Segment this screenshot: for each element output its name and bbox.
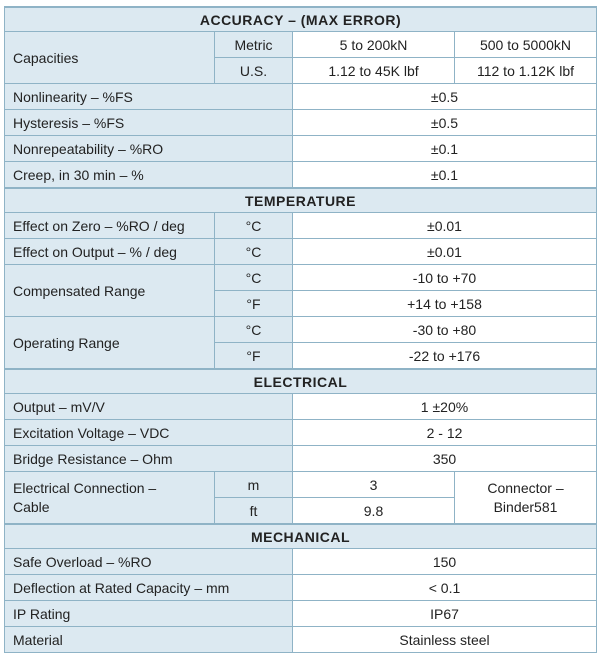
hysteresis-value: ±0.5 xyxy=(293,110,597,136)
table-row xyxy=(5,162,597,189)
compensated-unit-c: °C xyxy=(215,265,293,291)
hysteresis-label: Hysteresis – %FS xyxy=(5,110,293,136)
deflection-value: < 0.1 xyxy=(293,575,597,601)
table-row xyxy=(5,32,597,58)
section-header-electrical: ELECTRICAL xyxy=(5,369,597,394)
section-header-row xyxy=(5,369,597,394)
us-label: U.S. xyxy=(215,58,293,84)
nonrepeatability-value: ±0.1 xyxy=(293,136,597,162)
metric-label: Metric xyxy=(215,32,293,58)
connection-value-m: 3 xyxy=(293,472,455,498)
us-range-1: 1.12 to 45K lbf xyxy=(293,58,455,84)
creep-label: Creep, in 30 min – % xyxy=(5,162,293,189)
bridge-resistance-value: 350 xyxy=(293,446,597,472)
compensated-unit-f: °F xyxy=(215,291,293,317)
table-row xyxy=(5,549,597,575)
bridge-resistance-label: Bridge Resistance – Ohm xyxy=(5,446,293,472)
table-row xyxy=(5,575,597,601)
compensated-range-label: Compensated Range xyxy=(5,265,215,317)
spec-table xyxy=(4,6,597,653)
connection-unit-ft: ft xyxy=(215,498,293,525)
table-row xyxy=(5,213,597,239)
table-row xyxy=(5,265,597,291)
material-value: Stainless steel xyxy=(293,627,597,653)
section-header-row xyxy=(5,7,597,32)
table-row xyxy=(5,84,597,110)
connection-value-ft: 9.8 xyxy=(293,498,455,525)
ip-rating-value: IP67 xyxy=(293,601,597,627)
metric-range-1: 5 to 200kN xyxy=(293,32,455,58)
safe-overload-label: Safe Overload – %RO xyxy=(5,549,293,575)
table-row xyxy=(5,627,597,653)
table-row xyxy=(5,420,597,446)
effect-zero-label: Effect on Zero – %RO / deg xyxy=(5,213,215,239)
output-label: Output – mV/V xyxy=(5,394,293,420)
section-header-row xyxy=(5,188,597,213)
safe-overload-value: 150 xyxy=(293,549,597,575)
operating-value-c: -30 to +80 xyxy=(293,317,597,343)
capacities-label: Capacities xyxy=(5,32,215,84)
table-row xyxy=(5,317,597,343)
compensated-value-c: -10 to +70 xyxy=(293,265,597,291)
deflection-label: Deflection at Rated Capacity – mm xyxy=(5,575,293,601)
operating-unit-f: °F xyxy=(215,343,293,370)
ip-rating-label: IP Rating xyxy=(5,601,293,627)
table-row xyxy=(5,110,597,136)
compensated-value-f: +14 to +158 xyxy=(293,291,597,317)
creep-value: ±0.1 xyxy=(293,162,597,189)
operating-range-label: Operating Range xyxy=(5,317,215,370)
section-header-accuracy: ACCURACY – (MAX ERROR) xyxy=(5,7,597,32)
effect-output-unit: °C xyxy=(215,239,293,265)
effect-output-value: ±0.01 xyxy=(293,239,597,265)
excitation-value: 2 - 12 xyxy=(293,420,597,446)
table-row xyxy=(5,394,597,420)
effect-zero-value: ±0.01 xyxy=(293,213,597,239)
section-header-mechanical: MECHANICAL xyxy=(5,524,597,549)
connector-value: Connector – Binder581 xyxy=(455,472,597,525)
output-value: 1 ±20% xyxy=(293,394,597,420)
section-header-temperature: TEMPERATURE xyxy=(5,188,597,213)
operating-value-f: -22 to +176 xyxy=(293,343,597,370)
table-row xyxy=(5,601,597,627)
connection-unit-m: m xyxy=(215,472,293,498)
excitation-label: Excitation Voltage – VDC xyxy=(5,420,293,446)
table-row xyxy=(5,446,597,472)
operating-unit-c: °C xyxy=(215,317,293,343)
table-row xyxy=(5,239,597,265)
nonlinearity-value: ±0.5 xyxy=(293,84,597,110)
nonrepeatability-label: Nonrepeatability – %RO xyxy=(5,136,293,162)
us-range-2: 112 to 1.12K lbf xyxy=(455,58,597,84)
electrical-connection-label: Electrical Connection – Cable xyxy=(5,472,215,525)
section-header-row xyxy=(5,524,597,549)
nonlinearity-label: Nonlinearity – %FS xyxy=(5,84,293,110)
material-label: Material xyxy=(5,627,293,653)
metric-range-2: 500 to 5000kN xyxy=(455,32,597,58)
table-row xyxy=(5,472,597,498)
table-row xyxy=(5,136,597,162)
effect-output-label: Effect on Output – % / deg xyxy=(5,239,215,265)
effect-zero-unit: °C xyxy=(215,213,293,239)
